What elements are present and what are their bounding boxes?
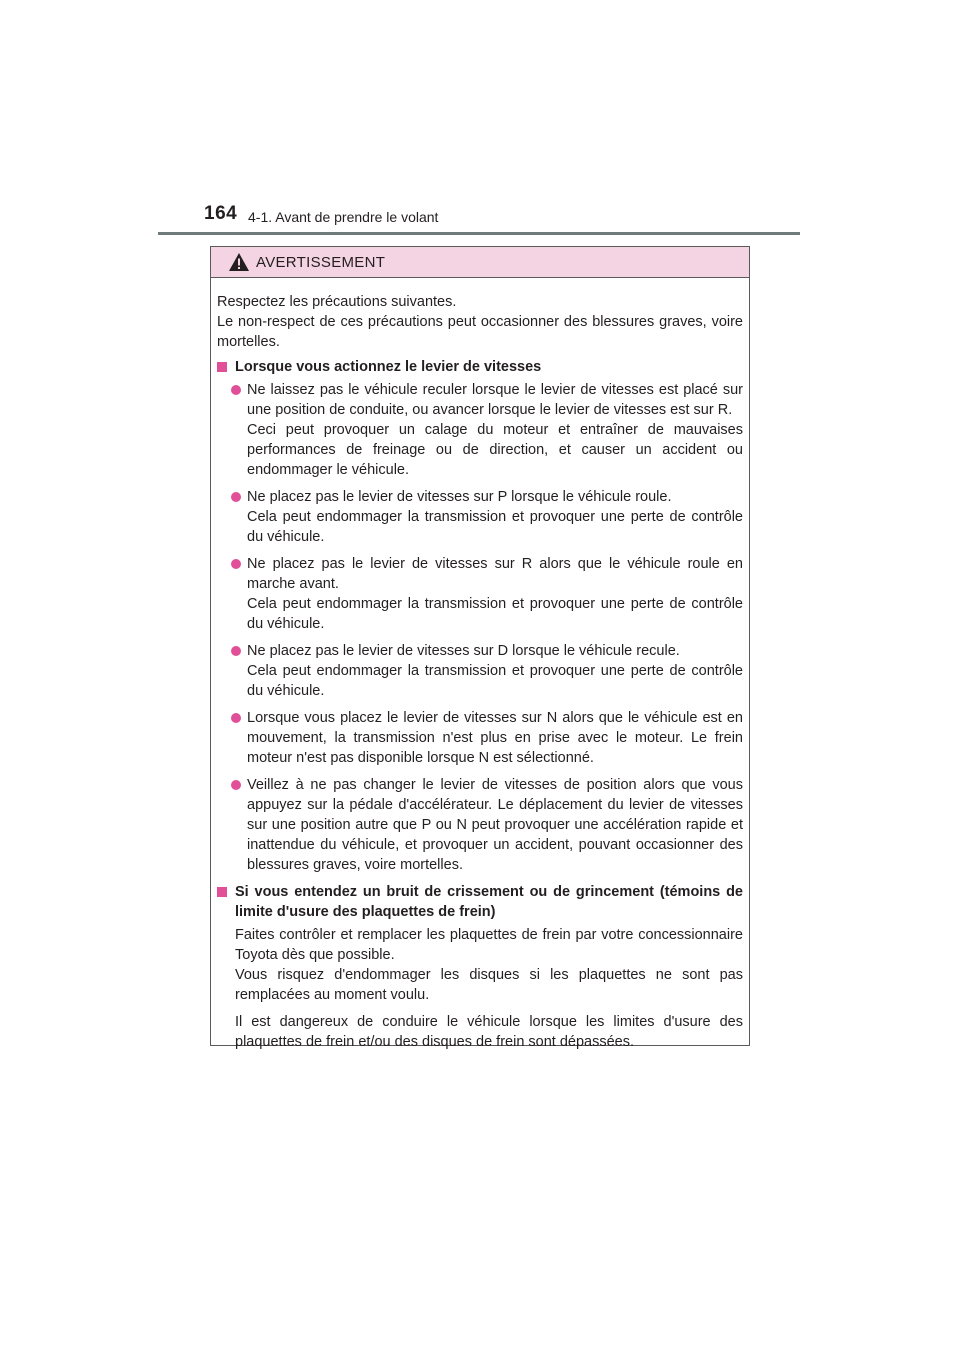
list-item-text: Lorsque vous placez le levier de vitesses sur N alors que le véhicule est en mouvement, la transmission n'est plus en prise avec le moteur. Le frein moteur n'est pas disponible lorsque N est sélectionné. — [247, 710, 743, 766]
paragraph-text: Vous risquez d'endommager les disques si les plaquettes ne sont pas remplacées au moment voulu. — [235, 967, 743, 1003]
round-bullet-icon — [231, 559, 241, 569]
list-item — [217, 641, 743, 701]
header-divider — [158, 232, 800, 235]
round-bullet-icon — [231, 385, 241, 395]
warning-title: AVERTISSEMENT — [256, 254, 386, 271]
paragraph — [217, 925, 743, 1005]
section-heading-text: Si vous entendez un bruit de crissement ou de grincement (témoins de limite d'usure des plaquettes de frein) — [235, 884, 743, 920]
warning-header — [211, 247, 749, 278]
intro-line: Le non-respect de ces précautions peut occasionner des blessures graves, voire mortelles. — [217, 314, 743, 350]
warning-box — [210, 246, 750, 1050]
list-item-text: Cela peut endommager la transmission et provoquer une perte de contrôle du véhicule. — [247, 596, 743, 632]
warning-body — [211, 278, 749, 1052]
list-item — [217, 708, 743, 768]
section-heading — [217, 357, 743, 377]
list-item — [217, 487, 743, 547]
paragraph — [217, 1012, 743, 1052]
round-bullet-icon — [231, 492, 241, 502]
list-item-text: Ceci peut provoquer un calage du moteur et entraîner de mauvaises performances de freinage ou de direction, et causer un accident ou endommager le véhicule. — [247, 422, 743, 478]
round-bullet-icon — [231, 646, 241, 656]
intro-line: Respectez les précautions suivantes. — [217, 294, 457, 310]
list-item — [217, 775, 743, 875]
square-bullet-icon — [217, 362, 227, 372]
paragraph-text: Il est dangereux de conduire le véhicule lorsque les limites d'usure des plaquettes de frein et/ou des disques de frein sont dépassées. — [235, 1014, 743, 1050]
section-title: 4-1. Avant de prendre le volant — [248, 209, 439, 225]
page-number: 164 — [204, 203, 238, 224]
square-bullet-icon — [217, 887, 227, 897]
list-item — [217, 554, 743, 634]
warning-triangle-icon — [228, 252, 250, 272]
list-item-text: Ne placez pas le levier de vitesses sur D lorsque le véhicule recule. — [247, 643, 680, 659]
round-bullet-icon — [231, 713, 241, 723]
list-item-text: Ne placez pas le levier de vitesses sur R alors que le véhicule roule en marche avant. — [247, 556, 743, 592]
page-header — [0, 0, 960, 240]
list-item — [217, 380, 743, 480]
section-heading — [217, 882, 743, 922]
list-item-text: Cela peut endommager la transmission et provoquer une perte de contrôle du véhicule. — [247, 509, 743, 545]
list-item-text: Ne placez pas le levier de vitesses sur P lorsque le véhicule roule. — [247, 489, 672, 505]
round-bullet-icon — [231, 780, 241, 790]
list-item-text: Cela peut endommager la transmission et provoquer une perte de contrôle du véhicule. — [247, 663, 743, 699]
list-item-text: Ne laissez pas le véhicule reculer lorsque le levier de vitesses est placé sur une position de conduite, ou avancer lorsque le levier de vitesses est sur R. — [247, 382, 743, 418]
warning-intro — [217, 292, 743, 352]
paragraph-text: Faites contrôler et remplacer les plaquettes de frein par votre concessionnaire Toyota dès que possible. — [235, 927, 743, 963]
list-item-text: Veillez à ne pas changer le levier de vitesses de position alors que vous appuyez sur la pédale d'accélérateur. Le déplacement du levier de vitesses sur une position autre que P ou N peut provoquer une accélération rapide et inattendue du véhicule, et provoquer un accident, pouvant occasionner des blessures graves, voire mortelles. — [247, 777, 743, 873]
section-heading-text: Lorsque vous actionnez le levier de vitesses — [235, 359, 542, 375]
